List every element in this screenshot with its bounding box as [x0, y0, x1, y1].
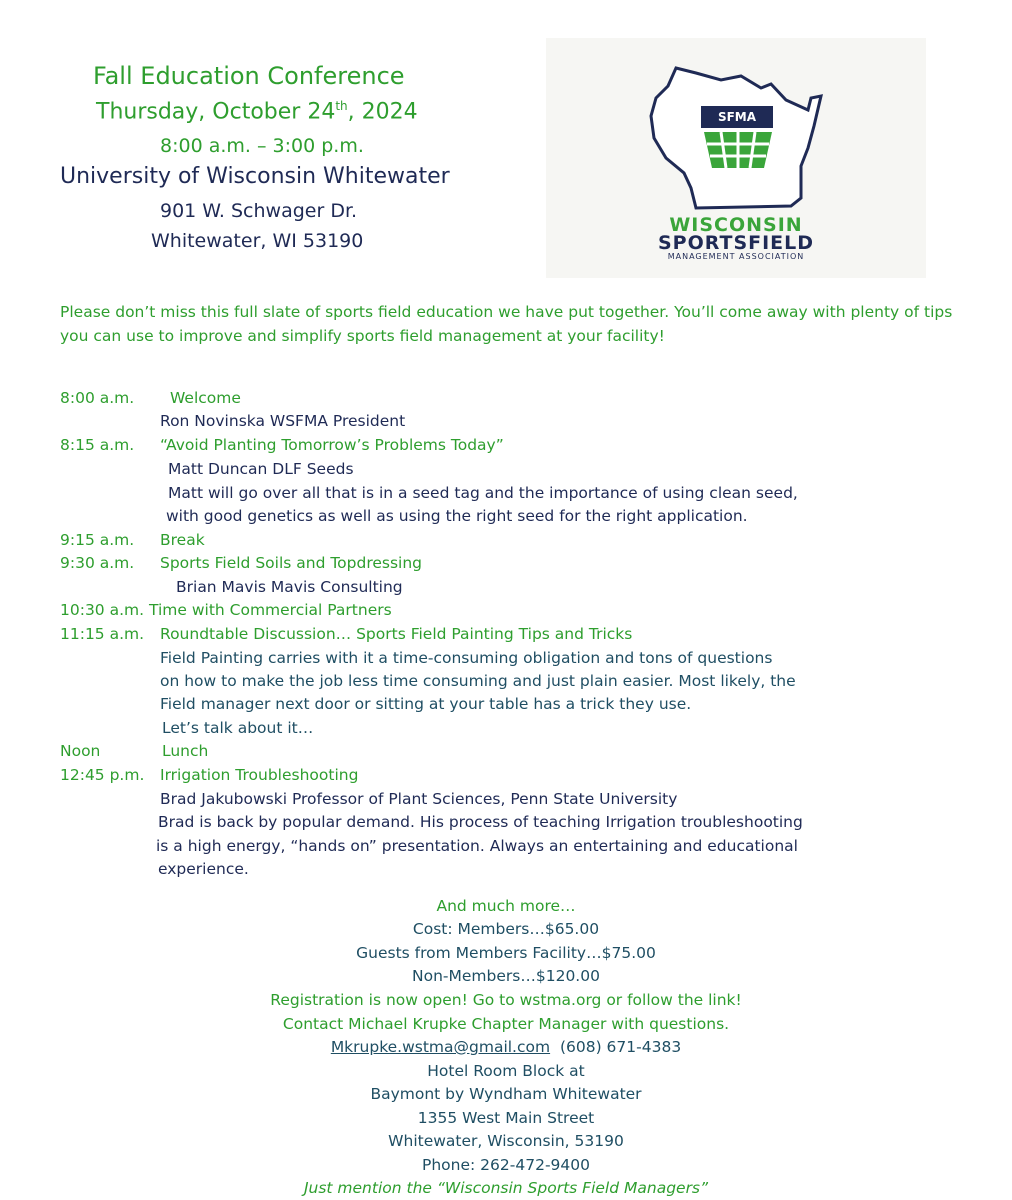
- registration-note: Registration is now open! Go to wstma.org or follow the link!: [270, 991, 742, 1009]
- schedule-description: experience.: [158, 860, 249, 878]
- closing-note: Just mention the “Wisconsin Sports Field Managers”: [303, 1179, 709, 1197]
- and-much-more: And much more…: [436, 897, 576, 915]
- schedule-description: Let’s talk about it…: [162, 719, 314, 737]
- schedule-speaker: Brian Mavis Mavis Consulting: [176, 578, 403, 596]
- schedule-time: 8:15 a.m.: [60, 436, 135, 454]
- date-year: , 2024: [347, 99, 418, 125]
- date-suffix: th: [335, 99, 348, 113]
- schedule-description: with good genetics as well as using the right seed for the right application.: [166, 507, 748, 525]
- email-link[interactable]: Mkrupke.wstma@gmail.com: [330, 1038, 551, 1056]
- schedule-description: Matt will go over all that is in a seed tag and the importance of using clean seed,: [168, 484, 798, 502]
- conference-date: [96, 99, 418, 124]
- hotel-label: Hotel Room Block at: [427, 1062, 585, 1080]
- schedule-speaker: Ron Novinska WSFMA President: [160, 412, 406, 430]
- venue-street: 901 W. Schwager Dr.: [160, 200, 358, 222]
- schedule-title: Welcome: [170, 389, 241, 407]
- schedule-time: 8:00 a.m.: [60, 389, 135, 407]
- hotel-city: Whitewater, Wisconsin, 53190: [388, 1132, 624, 1150]
- cost-members: Cost: Members…$65.00: [412, 920, 600, 938]
- contact-line: [0, 1038, 1012, 1056]
- cost-guests: Guests from Members Facility…$75.00: [356, 944, 656, 962]
- venue-city: Whitewater, WI 53190: [151, 230, 364, 252]
- date-prefix: Thursday, October 24: [96, 99, 336, 125]
- schedule-speaker: Matt Duncan DLF Seeds: [168, 460, 354, 478]
- hotel-name: Baymont by Wyndham Whitewater: [370, 1085, 642, 1103]
- venue-name: University of Wisconsin Whitewater: [60, 164, 450, 189]
- schedule-title: Break: [160, 531, 205, 549]
- logo-line-sportsfield: SPORTSFIELD: [657, 232, 815, 254]
- intro-paragraph: Please don’t miss this full slate of sports field education we have put together. You’ll come away with plenty of tips you can use to improve and simplify sports field management at your facility!: [60, 303, 953, 345]
- schedule-description: on how to make the job less time consuming and just plain easier. Most likely, the: [160, 672, 796, 690]
- logo-line-association: MANAGEMENT ASSOCIATION: [667, 252, 805, 261]
- schedule-time: 9:15 a.m.: [60, 531, 135, 549]
- sfma-logo: [546, 38, 926, 278]
- schedule-description: is a high energy, “hands on” presentation. Always an entertaining and educational: [156, 837, 798, 855]
- conference-time: 8:00 a.m. – 3:00 p.m.: [160, 135, 364, 157]
- logo-badge: SFMA: [717, 110, 757, 124]
- schedule-title: Roundtable Discussion… Sports Field Painting Tips and Tricks: [160, 625, 633, 643]
- schedule-description: Brad is back by popular demand. His process of teaching Irrigation troubleshooting: [158, 813, 803, 831]
- schedule-speaker: Brad Jakubowski Professor of Plant Sciences, Penn State University: [160, 790, 678, 808]
- schedule-title: “Avoid Planting Tomorrow’s Problems Today”: [160, 436, 504, 454]
- schedule-item-commercial: 10:30 a.m. Time with Commercial Partners: [60, 601, 392, 619]
- schedule-description: Field Painting carries with it a time-consuming obligation and tons of questions: [160, 649, 773, 667]
- schedule-title: Sports Field Soils and Topdressing: [160, 554, 423, 572]
- schedule-description: Field manager next door or sitting at your table has a trick they use.: [160, 695, 692, 713]
- contact-phone: (608) 671-4383: [559, 1038, 682, 1056]
- schedule-time: Noon: [60, 742, 101, 760]
- contact-text: Contact Michael Krupke Chapter Manager with questions.: [282, 1015, 730, 1033]
- schedule-title: Irrigation Troubleshooting: [160, 766, 359, 784]
- logo-line-wisconsin: WISCONSIN: [669, 214, 803, 236]
- schedule-time: 9:30 a.m.: [60, 554, 135, 572]
- hotel-street: 1355 West Main Street: [417, 1109, 595, 1127]
- schedule-title: Lunch: [162, 742, 209, 760]
- schedule-time: 11:15 a.m.: [60, 625, 145, 643]
- schedule-time: 12:45 p.m.: [60, 766, 145, 784]
- conference-title: Fall Education Conference: [93, 62, 405, 90]
- contact-note: [0, 1015, 1012, 1033]
- hotel-phone: Phone: 262-472-9400: [422, 1156, 590, 1174]
- cost-nonmembers: Non-Members…$120.00: [412, 967, 600, 985]
